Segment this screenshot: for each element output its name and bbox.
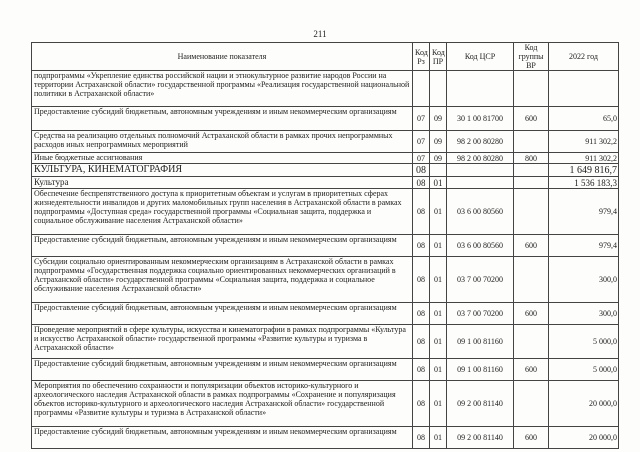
table-row — [32, 164, 619, 177]
row-vr: 600 — [514, 107, 549, 131]
row-sum: 979,4 — [549, 189, 619, 235]
row-vr — [514, 257, 549, 303]
row-csr: 03 7 00 70200 — [447, 303, 514, 325]
table-row — [32, 303, 619, 325]
row-vr — [514, 381, 549, 427]
header-name: Наименование показателя — [32, 43, 413, 71]
row-vr: 600 — [514, 427, 549, 449]
table-row — [32, 107, 619, 131]
row-pr: 01 — [430, 257, 447, 303]
row-rz: 08 — [413, 359, 430, 381]
budget-table — [31, 42, 619, 449]
row-vr — [514, 71, 549, 107]
row-rz — [413, 71, 430, 107]
row-rz: 07 — [413, 153, 430, 164]
row-vr — [514, 177, 549, 189]
row-rz: 08 — [413, 381, 430, 427]
row-vr: 600 — [514, 303, 549, 325]
row-pr: 01 — [430, 177, 447, 189]
row-pr — [430, 71, 447, 107]
row-sum: 20 000,0 — [549, 427, 619, 449]
row-pr: 01 — [430, 235, 447, 257]
table-row — [32, 381, 619, 427]
row-rz: 08 — [413, 427, 430, 449]
row-rz: 08 — [413, 189, 430, 235]
row-pr: 01 — [430, 189, 447, 235]
row-sum: 1 536 183,3 — [549, 177, 619, 189]
row-name: Проведение мероприятий в сфере культуры, искусства и кинематографии в рамках подпрограммы «Культура и искусство Астраханской области» государственной программы «Развитие культуры и туризма в Астраханской области» — [32, 325, 413, 359]
row-sum: 300,0 — [549, 257, 619, 303]
row-name: Иные бюджетные ассигнования — [32, 153, 413, 164]
row-rz: 07 — [413, 107, 430, 131]
row-rz: 08 — [413, 235, 430, 257]
row-vr — [514, 325, 549, 359]
row-rz: 08 — [413, 325, 430, 359]
header-csr: Код ЦСР — [447, 43, 514, 71]
row-rz: 07 — [413, 131, 430, 153]
row-vr: 600 — [514, 359, 549, 381]
row-vr: 600 — [514, 235, 549, 257]
table-row — [32, 235, 619, 257]
row-pr: 09 — [430, 153, 447, 164]
table-row — [32, 427, 619, 449]
row-csr: 09 2 00 81140 — [447, 427, 514, 449]
row-sum: 979,4 — [549, 235, 619, 257]
row-name: Предоставление субсидий бюджетным, автономным учреждениям и иным некоммерческим организациям — [32, 427, 413, 449]
table-row — [32, 189, 619, 235]
row-vr — [514, 131, 549, 153]
row-pr: 01 — [430, 427, 447, 449]
table-header-row — [32, 43, 619, 71]
table-row — [32, 257, 619, 303]
table-row — [32, 325, 619, 359]
row-pr: 01 — [430, 325, 447, 359]
table-row — [32, 71, 619, 107]
row-vr — [514, 189, 549, 235]
header-year: 2022 год — [549, 43, 619, 71]
row-rz: 08 — [413, 177, 430, 189]
row-sum — [549, 71, 619, 107]
row-sum: 1 649 816,7 — [549, 164, 619, 177]
table-row — [32, 153, 619, 164]
header-pr: Код ПР — [430, 43, 447, 71]
row-pr: 09 — [430, 131, 447, 153]
row-name: Средства на реализацию отдельных полномочий Астраханской области в рамках прочих непрограммных расходов иных непрограммных мероприятий — [32, 131, 413, 153]
row-csr: 09 2 00 81140 — [447, 381, 514, 427]
row-sum: 911 302,2 — [549, 153, 619, 164]
row-name: КУЛЬТУРА, КИНЕМАТОГРАФИЯ — [32, 164, 413, 177]
row-pr: 01 — [430, 359, 447, 381]
row-name: Мероприятия по обеспечению сохранности и популяризации объектов историко-культурного и археологического наследия Астраханской области в рамках подпрограммы «Сохранение и популяризация объектов историко-культурного и археологического наследия Астраханской области» государственной программы «Развитие культуры и туризма в Астраханской области» — [32, 381, 413, 427]
row-rz: 08 — [413, 164, 430, 177]
row-sum: 911 302,2 — [549, 131, 619, 153]
row-csr: 30 1 00 81700 — [447, 107, 514, 131]
table-row — [32, 177, 619, 189]
row-csr — [447, 71, 514, 107]
row-csr: 98 2 00 80280 — [447, 153, 514, 164]
row-pr: 01 — [430, 381, 447, 427]
row-csr: 09 1 00 81160 — [447, 359, 514, 381]
row-name: Предоставление субсидий бюджетным, автономным учреждениям и иным некоммерческим организациям — [32, 235, 413, 257]
row-csr — [447, 164, 514, 177]
row-vr — [514, 164, 549, 177]
row-csr: 98 2 00 80280 — [447, 131, 514, 153]
row-name: Предоставление субсидий бюджетным, автономным учреждениям и иным некоммерческим организациям — [32, 359, 413, 381]
row-name: подпрограммы «Укрепление единства российской нации и этнокультурное развитие народов России на территории Астраханской области» государственной программы «Реализация государственной национальной политики в Астраханской области» — [32, 71, 413, 107]
header-vr: Код группы ВР — [514, 43, 549, 71]
page-number: 211 — [313, 29, 327, 39]
row-name: Предоставление субсидий бюджетным, автономным учреждениям и иным некоммерческим организациям — [32, 303, 413, 325]
row-name: Культура — [32, 177, 413, 189]
row-rz: 08 — [413, 257, 430, 303]
row-pr: 01 — [430, 303, 447, 325]
row-sum: 5 000,0 — [549, 325, 619, 359]
row-pr: 09 — [430, 107, 447, 131]
row-csr: 03 6 00 80560 — [447, 189, 514, 235]
row-vr: 800 — [514, 153, 549, 164]
row-sum: 65,0 — [549, 107, 619, 131]
row-sum: 5 000,0 — [549, 359, 619, 381]
row-pr — [430, 164, 447, 177]
table-row — [32, 131, 619, 153]
row-rz: 08 — [413, 303, 430, 325]
row-sum: 300,0 — [549, 303, 619, 325]
row-name: Обеспечение беспрепятственного доступа к приоритетным объектам и услугам в приоритетных сферах жизнедеятельности инвалидов и других маломобильных групп населения в Астраханской области в рамках подпрограммы «Доступная среда» государственной программы «Социальная защита, поддержка и социальное обслуживание населения Астраханской области» — [32, 189, 413, 235]
row-name: Субсидии социально ориентированным некоммерческим организациям в Астраханской области в рамках подпрограммы «Государственная поддержка социально ориентированных некоммерческих организаций в Астраханской области» государственной программы «Социальная защита, поддержка и социальное обслуживание населения Астраханской области» — [32, 257, 413, 303]
row-sum: 20 000,0 — [549, 381, 619, 427]
row-csr: 09 1 00 81160 — [447, 325, 514, 359]
row-name: Предоставление субсидий бюджетным, автономным учреждениям и иным некоммерческим организациям — [32, 107, 413, 131]
table-row — [32, 359, 619, 381]
row-csr: 03 6 00 80560 — [447, 235, 514, 257]
row-csr: 03 7 00 70200 — [447, 257, 514, 303]
row-csr — [447, 177, 514, 189]
header-rz: Код Рз — [413, 43, 430, 71]
